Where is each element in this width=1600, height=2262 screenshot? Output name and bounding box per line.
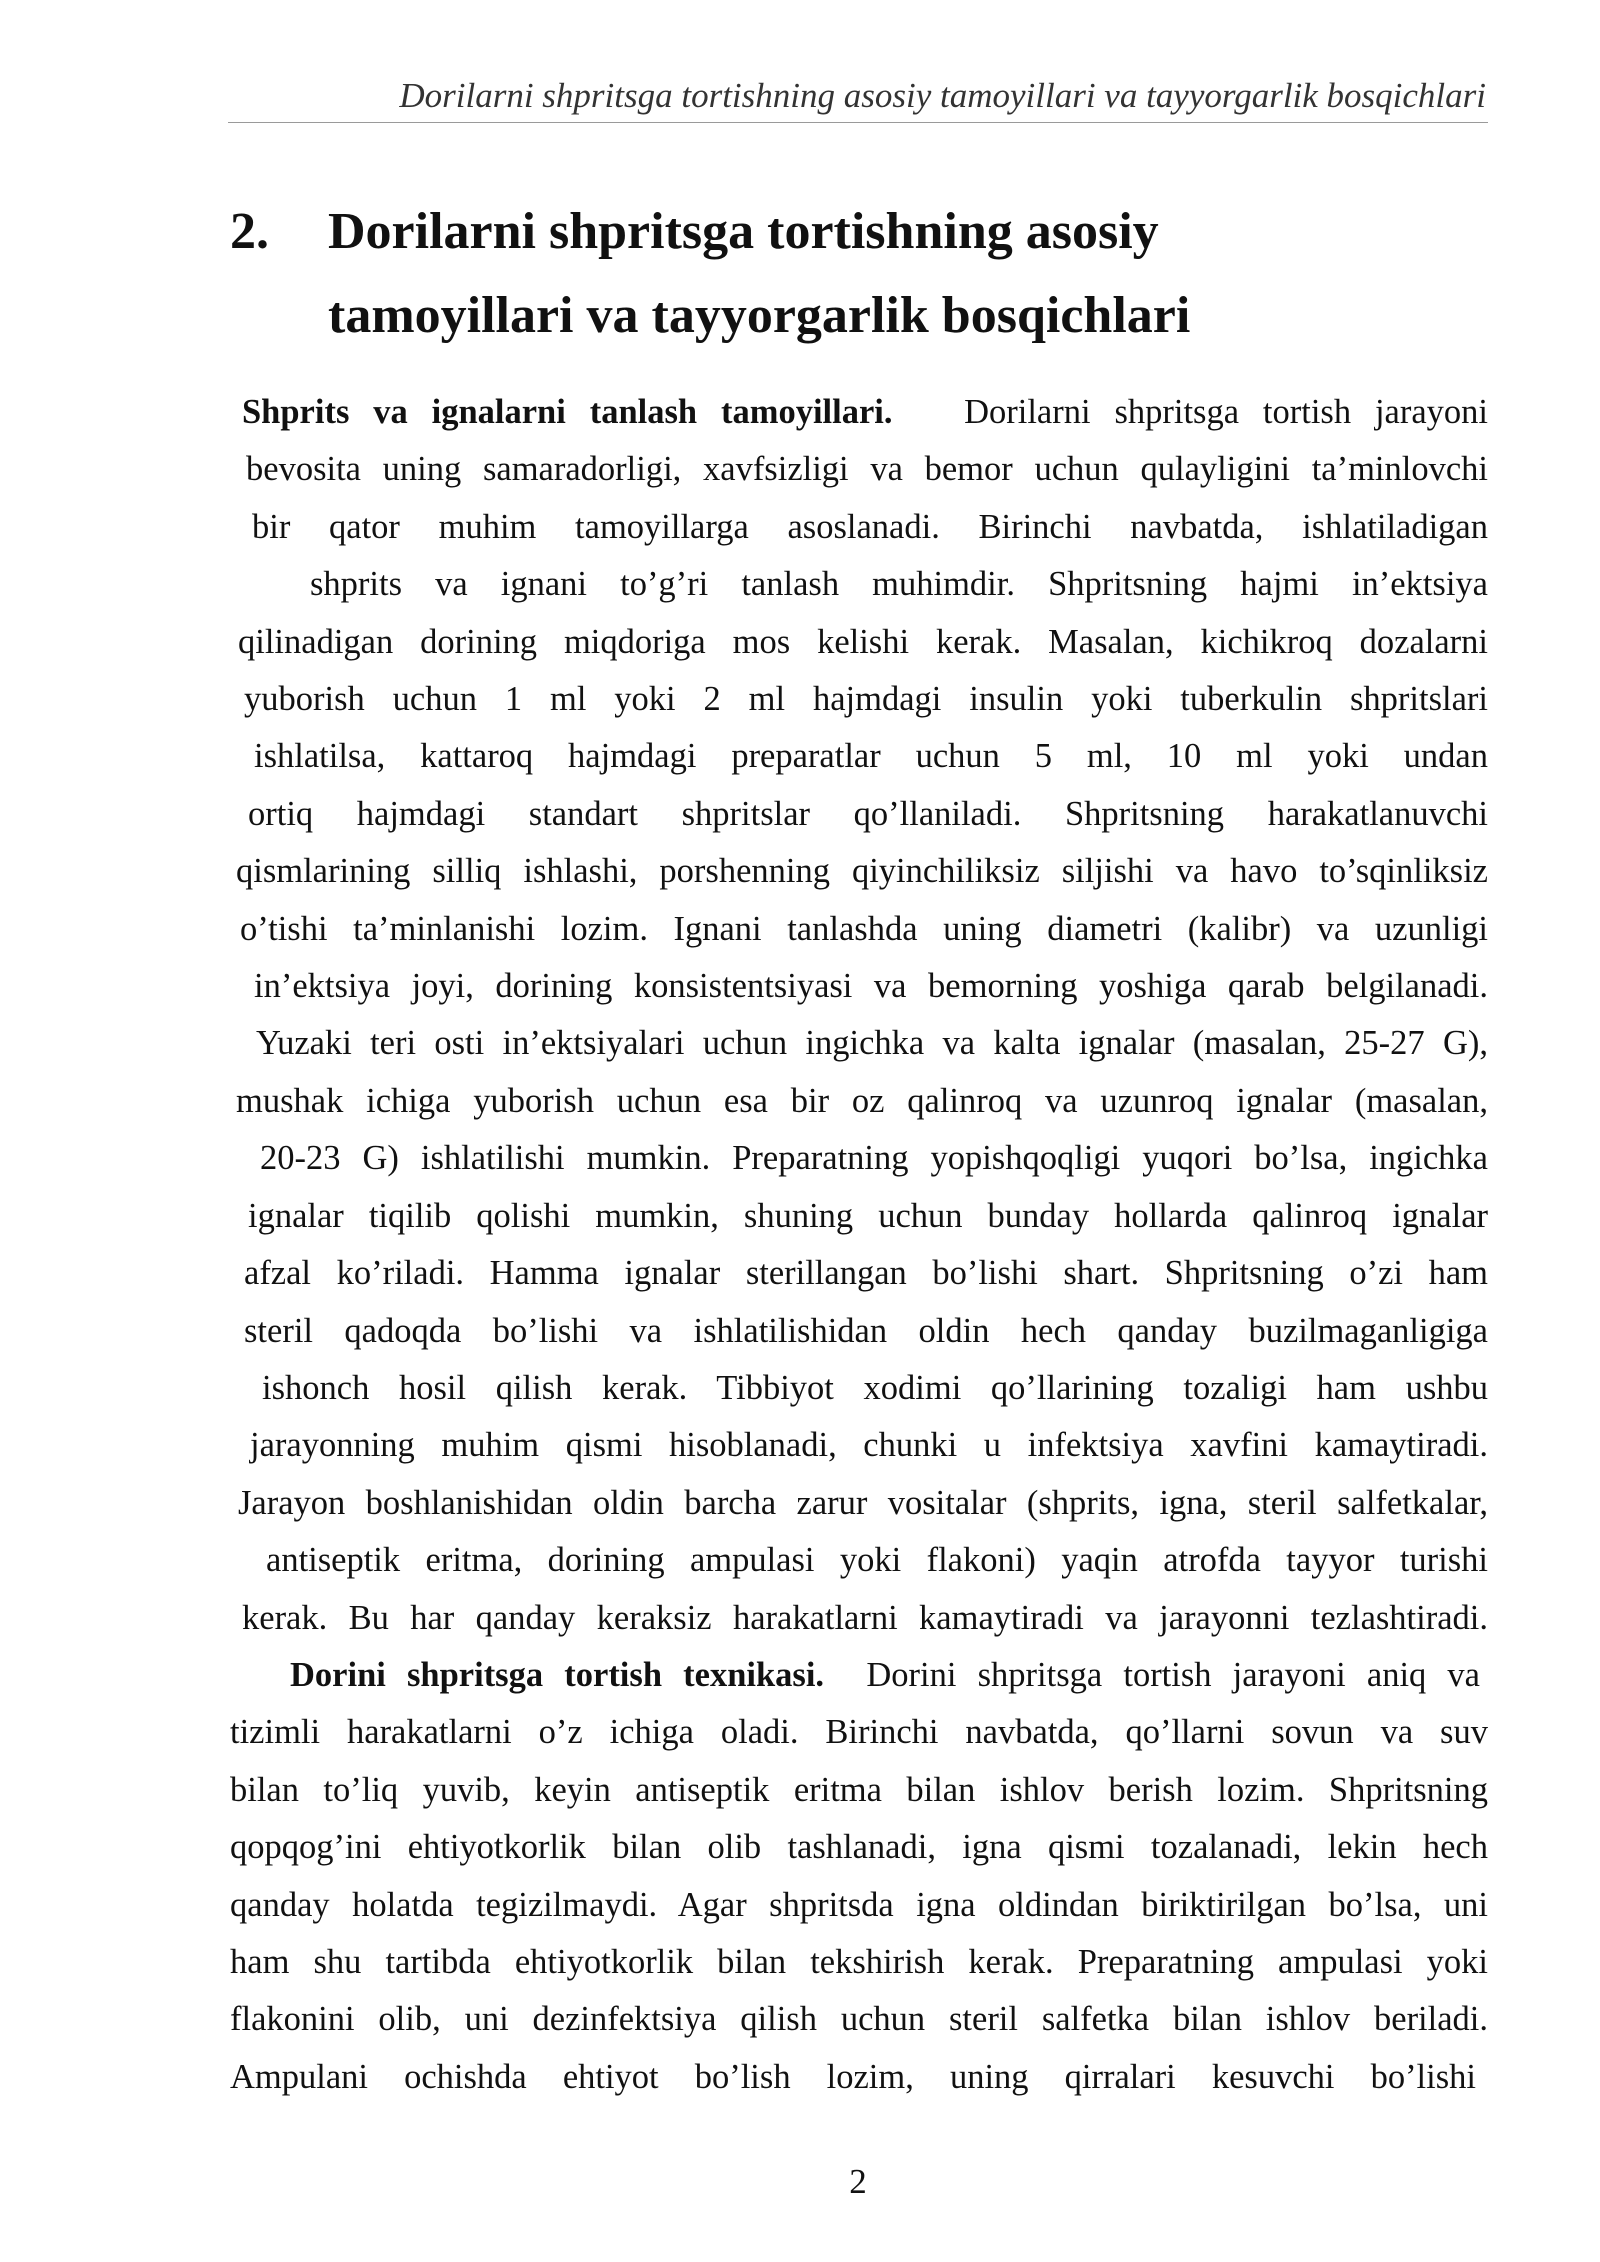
- section-title-line-1: Dorilarni shpritsga tortishning asosiy: [328, 203, 1159, 260]
- paragraph-line: Jarayon boshlanishidan oldin barcha zarur vositalar (shprits, igna, steril salfetkalar,: [238, 1483, 1488, 1522]
- paragraph-line: kerak. Bu har qanday keraksiz harakatlarni kamaytiradi va jarayonni tezlashtiradi.: [242, 1598, 1488, 1637]
- page-number: 2: [849, 2162, 867, 2201]
- header-rule: [228, 122, 1488, 123]
- paragraph-line: bir qator muhim tamoyillarga asoslanadi. Birinchi navbatda, ishlatiladigan: [252, 507, 1488, 546]
- paragraph-line: qanday holatda tegizilmaydi. Agar shpritsda igna oldindan biriktirilgan bo’lsa, uni: [230, 1885, 1488, 1924]
- paragraph-line: [230, 1647, 1488, 1704]
- paragraph-line: flakonini olib, uni dezinfektsiya qilish uchun steril salfetka bilan ishlov beriladi.: [230, 2000, 1488, 2039]
- paragraph-line: shprits va ignani to’g’ri tanlash muhimdir. Shpritsning hajmi in’ektsiya: [310, 565, 1488, 604]
- body-text: [230, 384, 1488, 2106]
- paragraph-line: in’ektsiya joyi, dorining konsistentsiyasi va bemorning yoshiga qarab belgilanadi.: [254, 967, 1488, 1006]
- paragraph-line: [230, 384, 1488, 441]
- paragraph-line: steril qadoqda bo’lishi va ishlatilishidan oldin hech qanday buzilmaganligiga: [244, 1311, 1488, 1350]
- paragraph-line: ham shu tartibda ehtiyotkorlik bilan tekshirish kerak. Preparatning ampulasi yoki: [230, 1942, 1488, 1981]
- paragraph-line: yuborish uchun 1 ml yoki 2 ml hajmdagi insulin yoki tuberkulin shpritslari: [244, 680, 1488, 719]
- paragraph-line: ishlatilsa, kattaroq hajmdagi preparatlar uchun 5 ml, 10 ml yoki undan: [254, 737, 1488, 776]
- paragraph-line: bilan to’liq yuvib, keyin antiseptik eritma bilan ishlov berish lozim. Shpritsning: [230, 1770, 1488, 1809]
- paragraph-drawing-technique: [230, 1647, 1488, 2106]
- paragraph-line: 20-23 G) ishlatilishi mumkin. Preparatning yopishqoqligi yuqori bo’lsa, ingichka: [260, 1139, 1488, 1178]
- paragraph-syringe-selection: [230, 384, 1488, 1647]
- paragraph-line: o’tishi ta’minlanishi lozim. Ignani tanlashda uning diametri (kalibr) va uzunligi: [240, 909, 1488, 948]
- running-header: Dorilarni shpritsga tortishning asosiy tamoyillari va tayyorgarlik bosqichlari: [399, 76, 1486, 115]
- paragraph-line-text: Dorilarni shpritsga tortish jarayoni: [964, 393, 1488, 431]
- paragraph-line: ortiq hajmdagi standart shpritslar qo’llaniladi. Shpritsning harakatlanuvchi: [248, 794, 1488, 833]
- section-heading: [230, 190, 1486, 358]
- section-title-line-2: tamoyillari va tayyorgarlik bosqichlari: [328, 287, 1191, 344]
- paragraph-line: qilinadigan dorining miqdoriga mos kelishi kerak. Masalan, kichikroq dozalarni: [238, 622, 1488, 661]
- paragraph-line: bevosita uning samaradorligi, xavfsizligi va bemor uchun qulayligini ta’minlovchi: [246, 450, 1488, 489]
- paragraph-line: qismlarining silliq ishlashi, porshenning qiyinchiliksiz siljishi va havo to’sqinliksiz: [236, 852, 1488, 891]
- section-number: 2.: [230, 203, 269, 260]
- paragraph-line: antiseptik eritma, dorining ampulasi yoki flakoni) yaqin atrofda tayyor turishi: [266, 1541, 1488, 1580]
- paragraph-line: Yuzaki teri osti in’ektsiyalari uchun ingichka va kalta ignalar (masalan, 25-27 G),: [256, 1024, 1488, 1063]
- paragraph-lead: Dorini shpritsga tortish texnikasi.: [290, 1655, 825, 1694]
- paragraph-line: jarayonning muhim qismi hisoblanadi, chunki u infektsiya xavfini kamaytiradi.: [250, 1426, 1488, 1465]
- paragraph-line: ignalar tiqilib qolishi mumkin, shuning uchun bunday hollarda qalinroq ignalar: [248, 1196, 1488, 1235]
- paragraph-line-text: Dorini shpritsga tortish jarayoni aniq va: [866, 1655, 1480, 1694]
- paragraph-line: qopqog’ini ehtiyotkorlik bilan olib tashlanadi, igna qismi tozalanadi, lekin hech: [230, 1828, 1488, 1867]
- paragraph-line: Ampulani ochishda ehtiyot bo’lish lozim, uning qirralari kesuvchi bo’lishi: [230, 2057, 1476, 2096]
- paragraph-line: tizimli harakatlarni o’z ichiga oladi. Birinchi navbatda, qo’llarni sovun va suv: [230, 1713, 1488, 1752]
- paragraph-line: ishonch hosil qilish kerak. Tibbiyot xodimi qo’llarining tozaligi ham ushbu: [262, 1368, 1488, 1407]
- paragraph-line: mushak ichiga yuborish uchun esa bir oz qalinroq va uzunroq ignalar (masalan,: [236, 1081, 1488, 1120]
- paragraph-lead: Shprits va ignalarni tanlash tamoyillari.: [242, 393, 893, 431]
- paragraph-line: afzal ko’riladi. Hamma ignalar sterillangan bo’lishi shart. Shpritsning o’zi ham: [244, 1254, 1488, 1293]
